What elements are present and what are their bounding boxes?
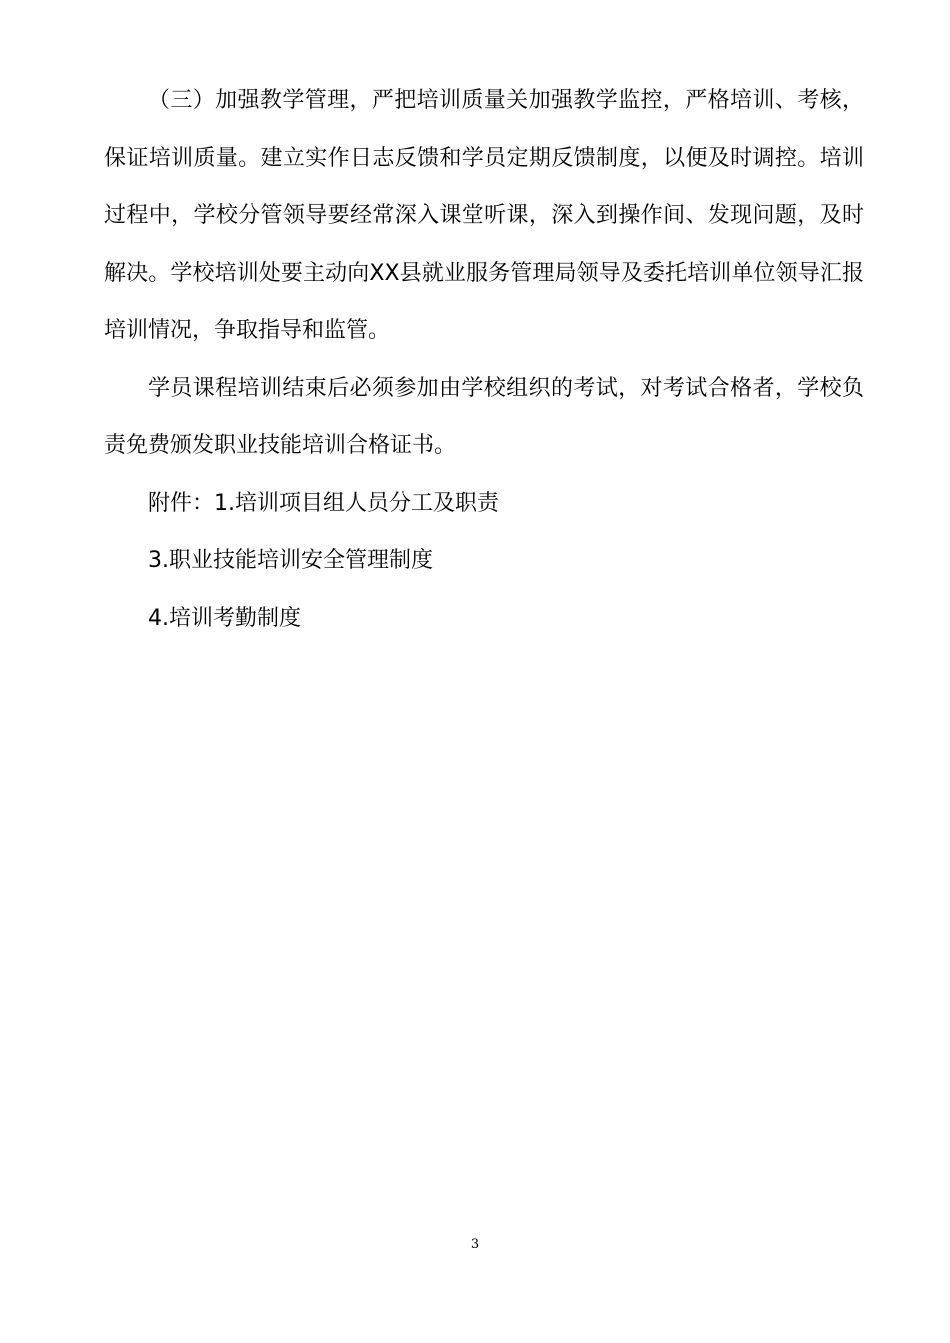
paragraph-exam-certificate: 学员课程培训结束后必须参加由学校组织的考试，对考试合格者，学校负责免费颁发职业技能培训合格证书。 (104, 375, 864, 458)
attachment-item-3: 3.职业技能培训安全管理制度 (148, 548, 433, 573)
paragraph-teaching-management: （三）加强教学管理，严把培训质量关加强教学监控，严格培训、考核，保证培训质量。建立实作日志反馈和学员定期反馈制度，以便及时调控。培训过程中，学校分管领导要经常深入课堂听课，深入到操作间、发现问题，及时解决。学校培训处要主动向XX县就业服务管理局领导及委托培训单位领导汇报培训情况，争取指导和监管。 (104, 88, 864, 343)
document-body (104, 72, 864, 647)
page-number: 3 (470, 1237, 480, 1252)
attachment-item-4: 4.培训考勤制度 (148, 605, 301, 631)
attachment-item-1: 附件：1.培训项目组人员分工及职责 (148, 490, 499, 516)
